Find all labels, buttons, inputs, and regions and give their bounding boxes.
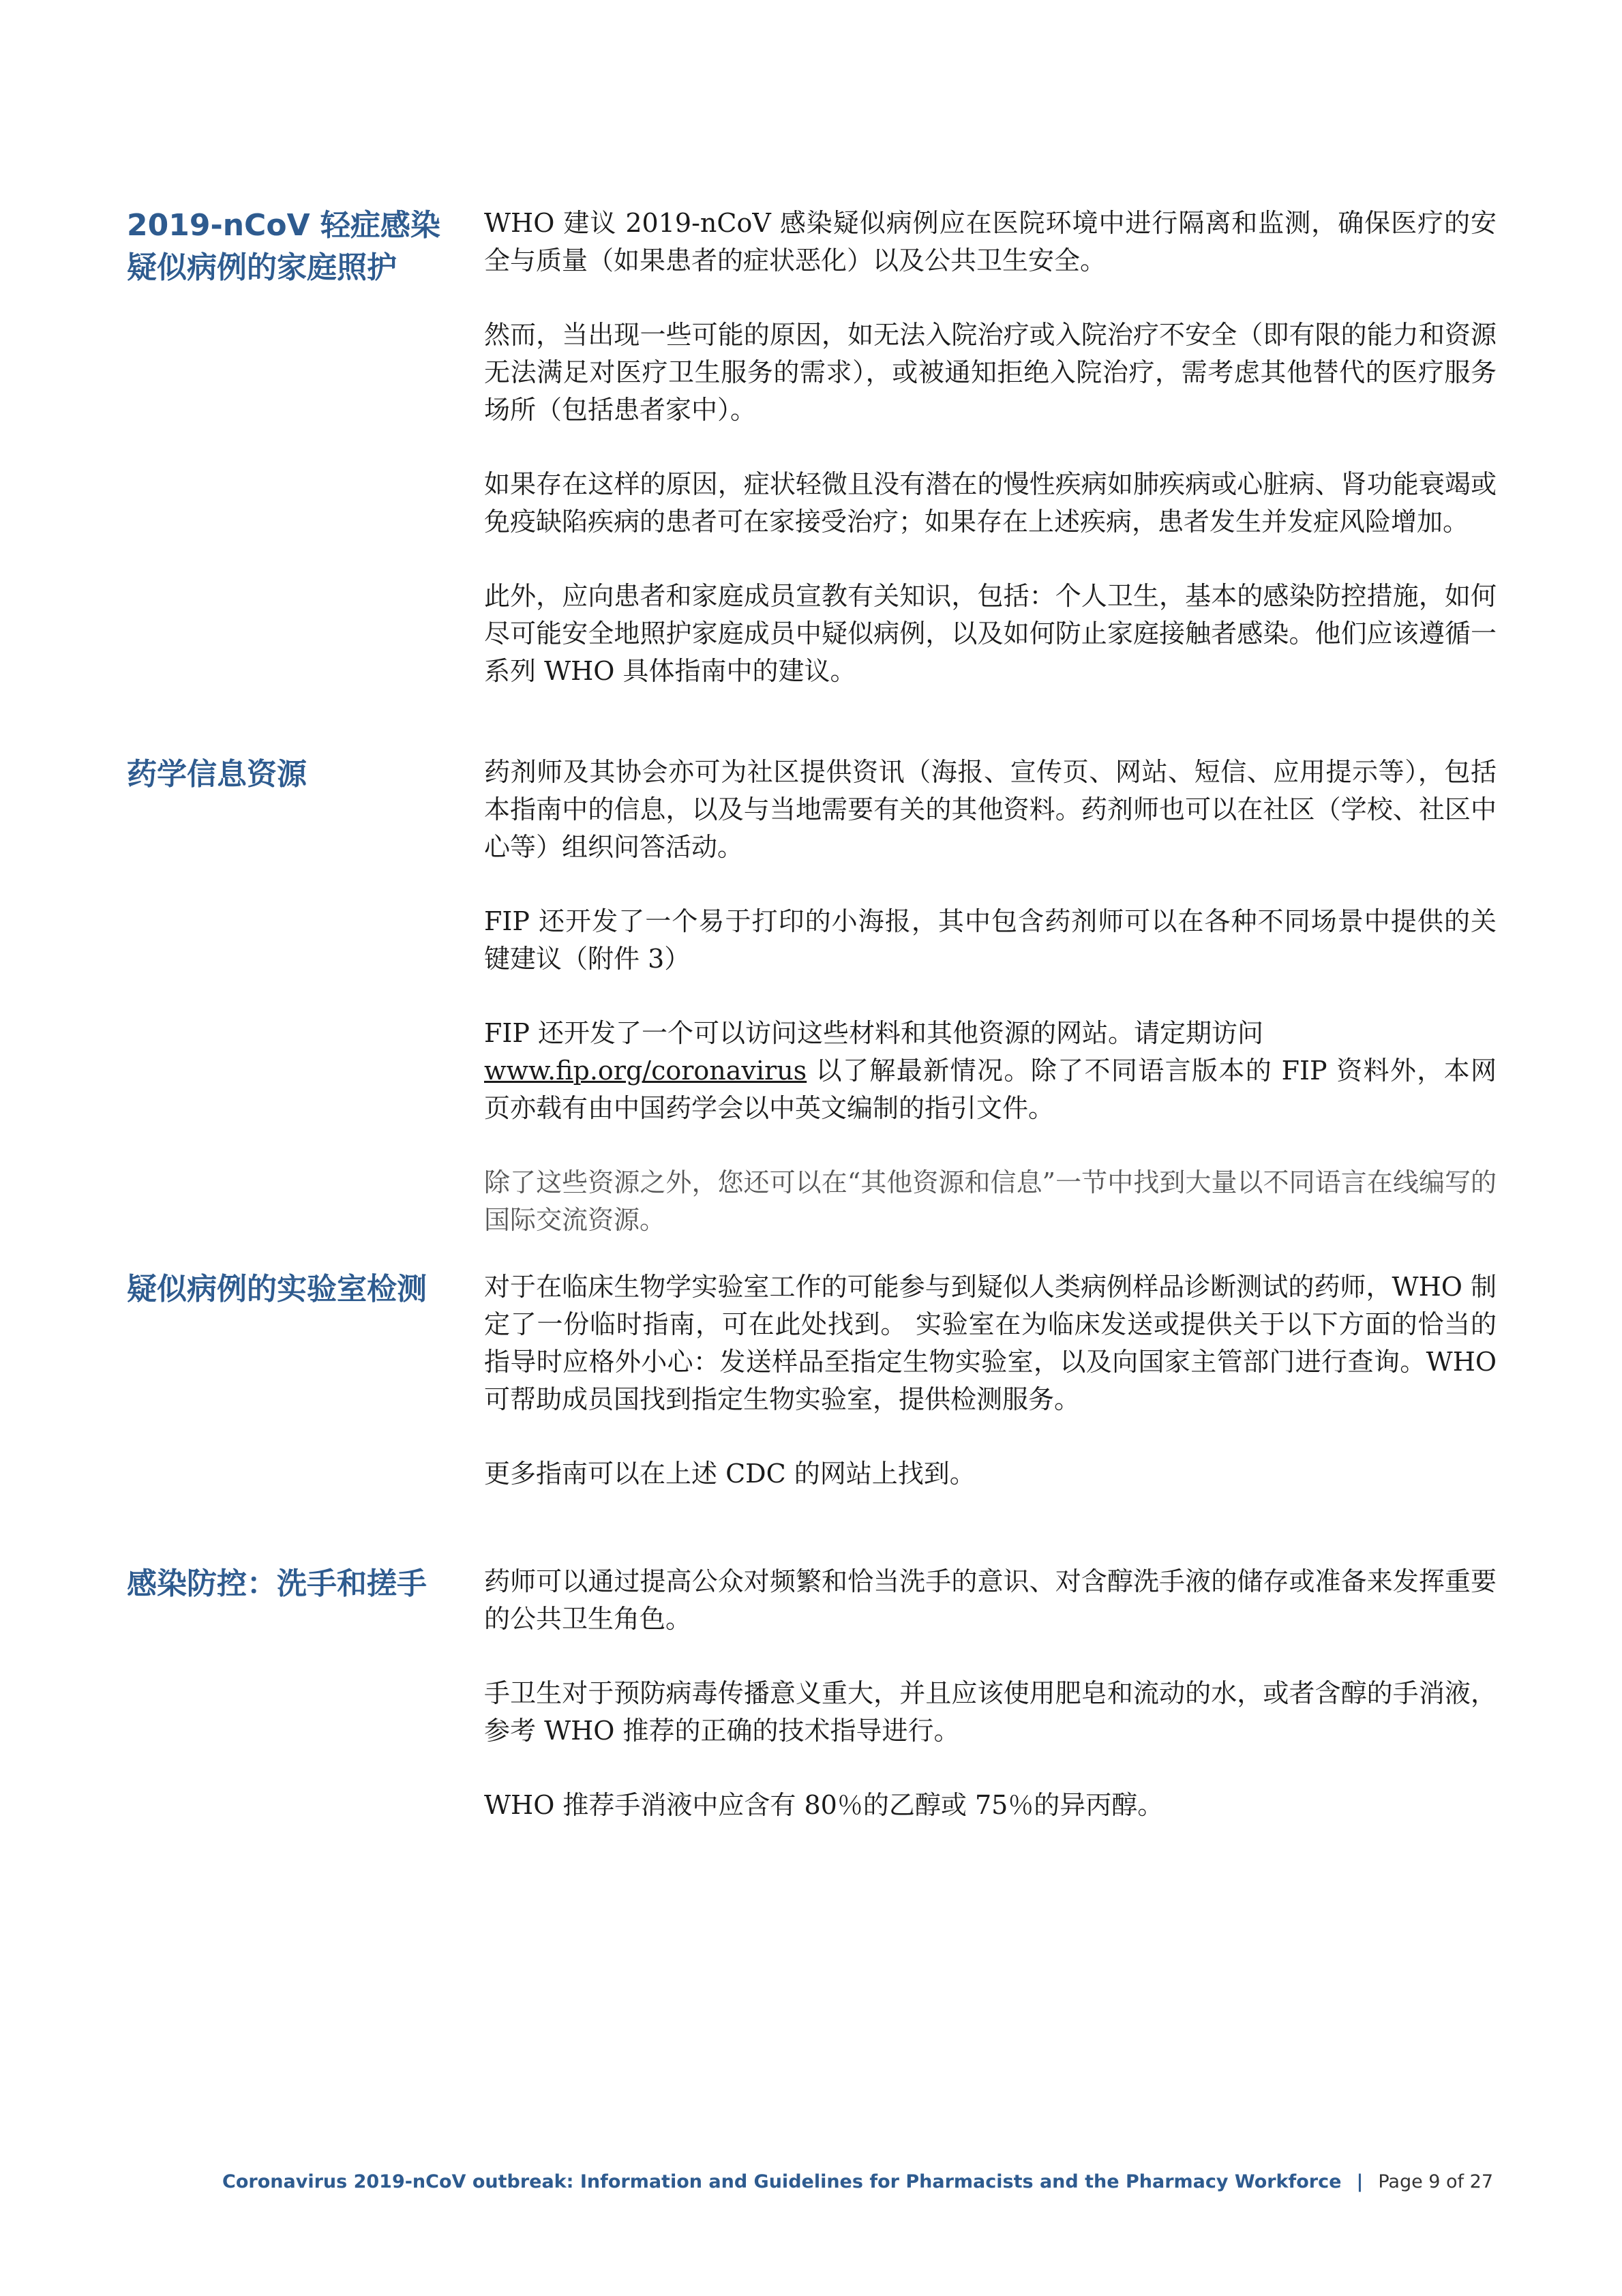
paragraph: 药师可以通过提高公众对频繁和恰当洗手的意识、对含醇洗手液的储存或准备来发挥重要的公共卫生角色。	[484, 1566, 1497, 1634]
paragraph: 更多指南可以在上述 CDC 的网站上找到。	[484, 1459, 976, 1489]
paragraph-text: 以了解最新情况。除了不同语言版本的 FIP 资料外，本网页亦载有由中国药学会以中英文编制的指引文件。	[484, 1056, 1497, 1123]
paragraph: 如果存在这样的原因，症状轻微且没有潜在的慢性疾病如肺疾病或心脏病、肾功能衰竭或免疫缺陷疾病的患者可在家接受治疗；如果存在上述疾病，患者发生并发症风险增加。	[484, 469, 1497, 537]
section-title: 药学信息资源	[127, 757, 307, 792]
paragraph: 此外，应向患者和家庭成员宣教有关知识，包括：个人卫生，基本的感染防控措施，如何尽可能安全地照护家庭成员中疑似病例，以及如何防止家庭接触者感染。他们应该遵循一系列 WHO 具体指南中的建议。	[484, 581, 1497, 686]
paragraph: 除了这些资源之外，您还可以在“其他资源和信息”一节中找到大量以不同语言在线编写的国际交流资源。	[484, 1167, 1497, 1235]
paragraph-text: FIP 还开发了一个可以访问这些材料和其他资源的网站。请定期访问	[484, 1018, 1264, 1048]
footer-separator: |	[1356, 2171, 1364, 2192]
paragraph: WHO 推荐手消液中应含有 80％的乙醇或 75％的异丙醇。	[484, 1790, 1164, 1820]
section-title: 疑似病例的实验室检测	[127, 1272, 427, 1307]
section-body	[484, 754, 1497, 1276]
paragraph: 对于在临床生物学实验室工作的可能参与到疑似人类病例样品诊断测试的药师，WHO 制定了一份临时指南，可在此处找到。 实验室在为临床发送或提供关于以下方面的恰当的指导时应格外小心：发送样品至指定生物实验室，以及向国家主管部门进行查询。WHO 可帮助成员国找到指定生物实验室，提供检测服务。	[484, 1272, 1497, 1414]
section-title: 2019-nCoV 轻症感染疑似病例的家庭照护	[127, 208, 440, 285]
paragraph: 然而，当出现一些可能的原因，如无法入院治疗或入院治疗不安全（即有限的能力和资源无法满足对医疗卫生服务的需求），或被通知拒绝入院治疗，需考虑其他替代的医疗服务场所（包括患者家中）。	[484, 320, 1497, 425]
paragraph: WHO 建议 2019-nCoV 感染疑似病例应在医院环境中进行隔离和监测，确保医疗的安全与质量（如果患者的症状恶化）以及公共卫生安全。	[484, 208, 1497, 275]
page-footer	[0, 2168, 1493, 2196]
section-body	[484, 1563, 1497, 1861]
paragraph: 手卫生对于预防病毒传播意义重大，并且应该使用肥皂和流动的水，或者含醇的手消液，参考 WHO 推荐的正确的技术指导进行。	[484, 1678, 1497, 1746]
section-body	[484, 205, 1497, 727]
fip-coronavirus-link[interactable]: www.fip.org/coronavirus	[484, 1056, 807, 1086]
paragraph: FIP 还开发了一个易于打印的小海报，其中包含药剂师可以在各种不同场景中提供的关键建议（附件 3）	[484, 906, 1497, 974]
footer-title: Coronavirus 2019-nCoV outbreak: Information and Guidelines for Pharmacists and the Pharmacy Workforce	[222, 2171, 1342, 2192]
paragraph: 药剂师及其协会亦可为社区提供资讯（海报、宣传页、网站、短信、应用提示等），包括本指南中的信息，以及与当地需要有关的其他资料。药剂师也可以在社区（学校、社区中心等）组织问答活动。	[484, 757, 1497, 862]
section-body	[484, 1268, 1497, 1530]
page-number: Page 9 of 27	[1378, 2171, 1493, 2192]
paragraph-with-link	[484, 1015, 1497, 1127]
section-title: 感染防控：洗手和搓手	[127, 1566, 427, 1601]
